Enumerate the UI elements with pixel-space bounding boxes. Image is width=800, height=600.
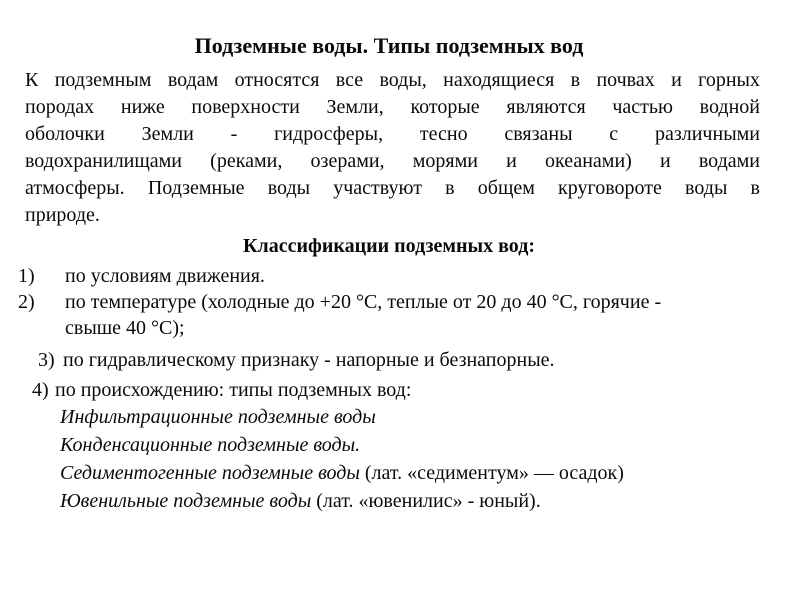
list-item-temperature (18, 289, 760, 341)
list-item-number: 1) (18, 265, 35, 287)
list-item-hydraulic (38, 347, 760, 373)
intro-line: оболочки Земли - гидросферы, тесно связаны с различными (25, 123, 760, 145)
list-item-number: 2) (18, 291, 35, 313)
intro-line: К подземным водам относятся все воды, находящиеся в почвах и горных (25, 69, 760, 91)
list-item-number: 3) (38, 349, 55, 371)
list-item-movement (18, 263, 760, 289)
list-item-text: по происхождению: типы подземных вод: (55, 379, 412, 401)
list-item-number: 4) (32, 379, 49, 401)
list-item-text (65, 289, 760, 341)
type-name: Ювенильные подземные воды (60, 490, 312, 512)
intro-line: атмосферы. Подземные воды участвуют в общем круговороте воды в (25, 177, 760, 199)
intro-line: природе. (25, 204, 100, 226)
type-name: Инфильтрационные подземные воды (60, 406, 376, 428)
type-line-condensation (60, 431, 760, 459)
type-note: (лат. «седиментум» — осадок) (359, 462, 624, 484)
type-name: Конденсационные подземные воды. (60, 434, 361, 456)
list-item-origin (32, 377, 760, 403)
list-item-text: по условиям движения. (65, 265, 265, 287)
list-item-text-line1: по температуре (холодные до +20 °С, теплые от 20 до 40 °С, горячие - (65, 291, 662, 313)
type-line-juvenile (60, 487, 760, 515)
type-line-sedimentogenic (60, 459, 760, 487)
list-item-text-line2: свыше 40 °С); (65, 317, 185, 339)
type-name: Седиментогенные подземные воды (60, 462, 360, 484)
intro-line: водохранилищами (реками, озерами, морями и океанами) и водами (25, 150, 760, 172)
intro-line: породах ниже поверхности Земли, которые являются частью водной (25, 96, 760, 118)
type-line-infiltration (60, 403, 760, 431)
type-note: (лат. «ювенилис» - юный). (311, 490, 541, 512)
intro-paragraph (25, 67, 760, 229)
section-subtitle: Классификации подземных вод: (242, 235, 535, 257)
list-item-text: по гидравлическому признаку - напорные и безнапорные. (63, 349, 555, 371)
page-title: Подземные воды. Типы подземных вод (194, 33, 584, 58)
